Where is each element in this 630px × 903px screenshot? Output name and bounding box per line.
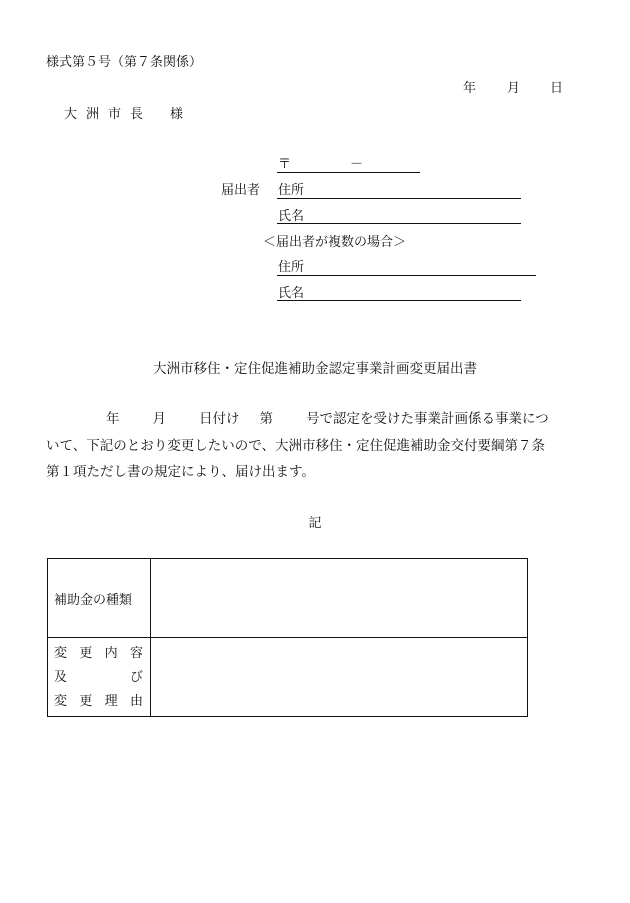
and-label: 及 び (54, 669, 143, 685)
name-line[interactable] (277, 223, 521, 224)
name2-line[interactable] (277, 300, 521, 301)
date-month-label: 月 (507, 81, 521, 96)
multiple-applicants-note: ＜届出者が複数の場合＞ (263, 235, 407, 250)
table-row (48, 559, 528, 638)
subsidy-type-label: 補助金の種類 (54, 592, 133, 608)
date-day-label: 日 (550, 81, 564, 96)
applicant-label: 届出者 (221, 183, 261, 198)
address-line[interactable] (277, 198, 521, 199)
address-label: 住所 (278, 183, 305, 198)
address2-label: 住所 (278, 260, 305, 275)
postal-mark: 〒 (278, 157, 292, 172)
date-year-label: 年 (463, 81, 477, 96)
table-row (48, 638, 528, 717)
body-rest: 号で認定を受けた事業計画係る事業につ (306, 411, 549, 427)
postal-dash: － (350, 157, 364, 172)
body-day: 日付け (199, 411, 240, 427)
body-line-2: いて、下記のとおり変更したいので、大洲市移住・定住促進補助金交付要綱第７条 (46, 438, 545, 454)
name2-label: 氏名 (278, 286, 305, 301)
body-year: 年 (106, 411, 120, 427)
change-reason-label: 変 更 理 由 (54, 693, 143, 709)
postal-code-line[interactable] (277, 172, 420, 173)
form-number: 様式第５号（第７条関係） (46, 55, 203, 70)
name-label: 氏名 (278, 209, 305, 224)
address2-line[interactable] (277, 275, 536, 276)
change-content-label: 変 更 内 容 (54, 645, 143, 661)
honorific: 様 (170, 107, 184, 122)
subsidy-type-label-cell (48, 559, 151, 638)
body-line-1 (46, 413, 549, 427)
document-title: 大洲市移住・定住促進補助金認定事業計画変更届出書 (153, 361, 477, 377)
change-details-table (47, 558, 528, 717)
addressee: 大洲市長 (64, 107, 153, 122)
subsidy-type-field[interactable] (151, 559, 528, 638)
change-reason-label-cell (48, 638, 151, 717)
body-line-3: 第１項ただし書の規定により、届け出ます。 (46, 464, 315, 480)
change-details-field[interactable] (151, 638, 528, 717)
ki-heading: 記 (308, 516, 322, 531)
body-no: 第 (259, 411, 273, 427)
body-month: 月 (152, 411, 166, 427)
